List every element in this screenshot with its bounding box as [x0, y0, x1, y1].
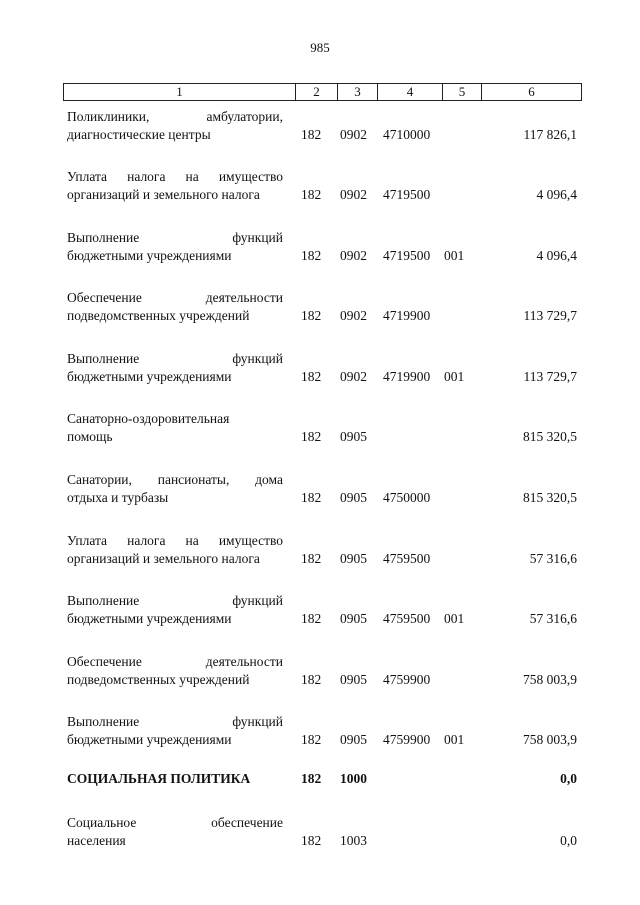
row-col-4: 4719900: [383, 308, 431, 323]
row-name-line2: СОЦИАЛЬНАЯ ПОЛИТИКА: [67, 771, 251, 786]
row-col-3: 0902: [340, 248, 367, 263]
row-name-line2: подведомственных учреждений: [67, 308, 250, 323]
row-col-5: 001: [444, 369, 465, 384]
row-col-5: 001: [444, 732, 465, 747]
table-row: [0, 289, 640, 329]
row-name: [67, 653, 283, 689]
row-col-6: 4 096,4: [536, 187, 577, 202]
row-col-3: 0905: [340, 611, 367, 626]
row-name-line2: организаций и земельного налога: [67, 187, 260, 202]
row-col-6: 113 729,7: [523, 369, 577, 384]
row-col-2: 182: [301, 429, 322, 444]
row-name-line2: бюджетными учреждениями: [67, 732, 232, 747]
row-col-2: 182: [301, 187, 322, 202]
row-name-line1: Санатории, пансионаты, дома: [67, 472, 283, 487]
row-col-4: 4759500: [383, 551, 431, 566]
table-row: [0, 713, 640, 753]
table-row: [0, 410, 640, 450]
row-col-6: 758 003,9: [523, 732, 577, 747]
row-col-2: 182: [301, 833, 322, 848]
row-name: [67, 108, 283, 144]
row-name-line2: отдыха и турбазы: [67, 490, 169, 505]
row-col-4: 4719900: [383, 369, 431, 384]
row-col-3: 0905: [340, 672, 367, 687]
row-col-4: 4710000: [383, 127, 431, 142]
row-name-line1: Уплата налога на имущество: [67, 533, 283, 548]
table-row: [0, 350, 640, 390]
header-col-3: 3: [338, 84, 378, 100]
table-row: [0, 229, 640, 269]
page-number: 985: [310, 40, 330, 55]
row-name: [67, 814, 283, 850]
header-col-1: 1: [64, 84, 296, 100]
row-name-line2: бюджетными учреждениями: [67, 369, 232, 384]
row-name-line2: организаций и земельного налога: [67, 551, 260, 566]
row-col-3: 1000: [340, 771, 367, 786]
row-col-2: 182: [301, 369, 322, 384]
row-col-4: 4759900: [383, 732, 431, 747]
table-row: [0, 653, 640, 693]
row-col-6: 815 320,5: [523, 490, 577, 505]
table-header: [63, 83, 582, 101]
row-name-line1: Санаторно-оздоровительная: [67, 411, 230, 426]
row-name-line2: бюджетными учреждениями: [67, 248, 232, 263]
table-row: [0, 814, 640, 854]
row-col-6: 117 826,1: [523, 127, 577, 142]
table-row: [0, 592, 640, 632]
table-row: [0, 168, 640, 208]
row-col-3: 0905: [340, 490, 367, 505]
row-col-6: 758 003,9: [523, 672, 577, 687]
row-name-line1: Обеспечение деятельности: [67, 654, 283, 669]
row-col-3: 1003: [340, 833, 367, 848]
table-row: [0, 532, 640, 572]
row-col-5: 001: [444, 611, 465, 626]
row-col-2: 182: [301, 672, 322, 687]
table-row-section: [0, 770, 640, 810]
row-col-3: 0902: [340, 127, 367, 142]
header-col-5: 5: [443, 84, 482, 100]
header-col-6: 6: [528, 84, 535, 99]
row-col-3: 0902: [340, 369, 367, 384]
row-name: [67, 350, 283, 386]
row-col-5: 001: [444, 248, 465, 263]
row-col-2: 182: [301, 732, 322, 747]
row-col-2: 182: [301, 490, 322, 505]
table-row: [0, 108, 640, 148]
row-col-6: 0,0: [560, 833, 577, 848]
row-col-6: 57 316,6: [529, 611, 577, 626]
row-name-line2: населения: [67, 833, 126, 848]
row-col-3: 0905: [340, 551, 367, 566]
header-col-4: 4: [378, 84, 443, 100]
row-col-6: 113 729,7: [523, 308, 577, 323]
row-name: [67, 471, 283, 507]
row-name: [67, 410, 283, 446]
row-name: [67, 289, 283, 325]
row-name-line2: бюджетными учреждениями: [67, 611, 232, 626]
row-name: [67, 168, 283, 204]
row-name-line1: Поликлиники, амбулатории,: [67, 109, 283, 124]
row-col-4: 4719500: [383, 187, 431, 202]
row-col-2: 182: [301, 611, 322, 626]
row-col-3: 0902: [340, 187, 367, 202]
row-name-line2: помощь: [67, 429, 113, 444]
row-name-line1: Выполнение функций: [67, 351, 283, 366]
row-col-6: 57 316,6: [529, 551, 577, 566]
row-name-line1: Социальное обеспечение: [67, 815, 283, 830]
row-name-line1: Выполнение функций: [67, 714, 283, 729]
header-col-2: 2: [296, 84, 338, 100]
row-name-line1: Выполнение функций: [67, 593, 283, 608]
row-col-2: 182: [301, 771, 322, 786]
row-name: [67, 592, 283, 628]
row-name: [67, 229, 283, 265]
row-col-4: 4759500: [383, 611, 431, 626]
row-col-3: 0902: [340, 308, 367, 323]
row-col-4: 4750000: [383, 490, 431, 505]
row-col-2: 182: [301, 127, 322, 142]
row-name-line1: Выполнение функций: [67, 230, 283, 245]
row-name: [67, 770, 283, 788]
row-name-line2: диагностические центры: [67, 127, 211, 142]
row-name-line1: Уплата налога на имущество: [67, 169, 283, 184]
row-col-2: 182: [301, 308, 322, 323]
row-col-6: 4 096,4: [536, 248, 577, 263]
row-col-2: 182: [301, 248, 322, 263]
row-name: [67, 532, 283, 568]
row-col-6: 0,0: [560, 771, 577, 786]
row-name-line1: Обеспечение деятельности: [67, 290, 283, 305]
table-row: [0, 471, 640, 511]
row-col-6: 815 320,5: [523, 429, 577, 444]
row-col-3: 0905: [340, 429, 367, 444]
row-name-line2: подведомственных учреждений: [67, 672, 250, 687]
row-col-4: 4719500: [383, 248, 431, 263]
row-name: [67, 713, 283, 749]
row-col-3: 0905: [340, 732, 367, 747]
row-col-4: 4759900: [383, 672, 431, 687]
row-col-2: 182: [301, 551, 322, 566]
